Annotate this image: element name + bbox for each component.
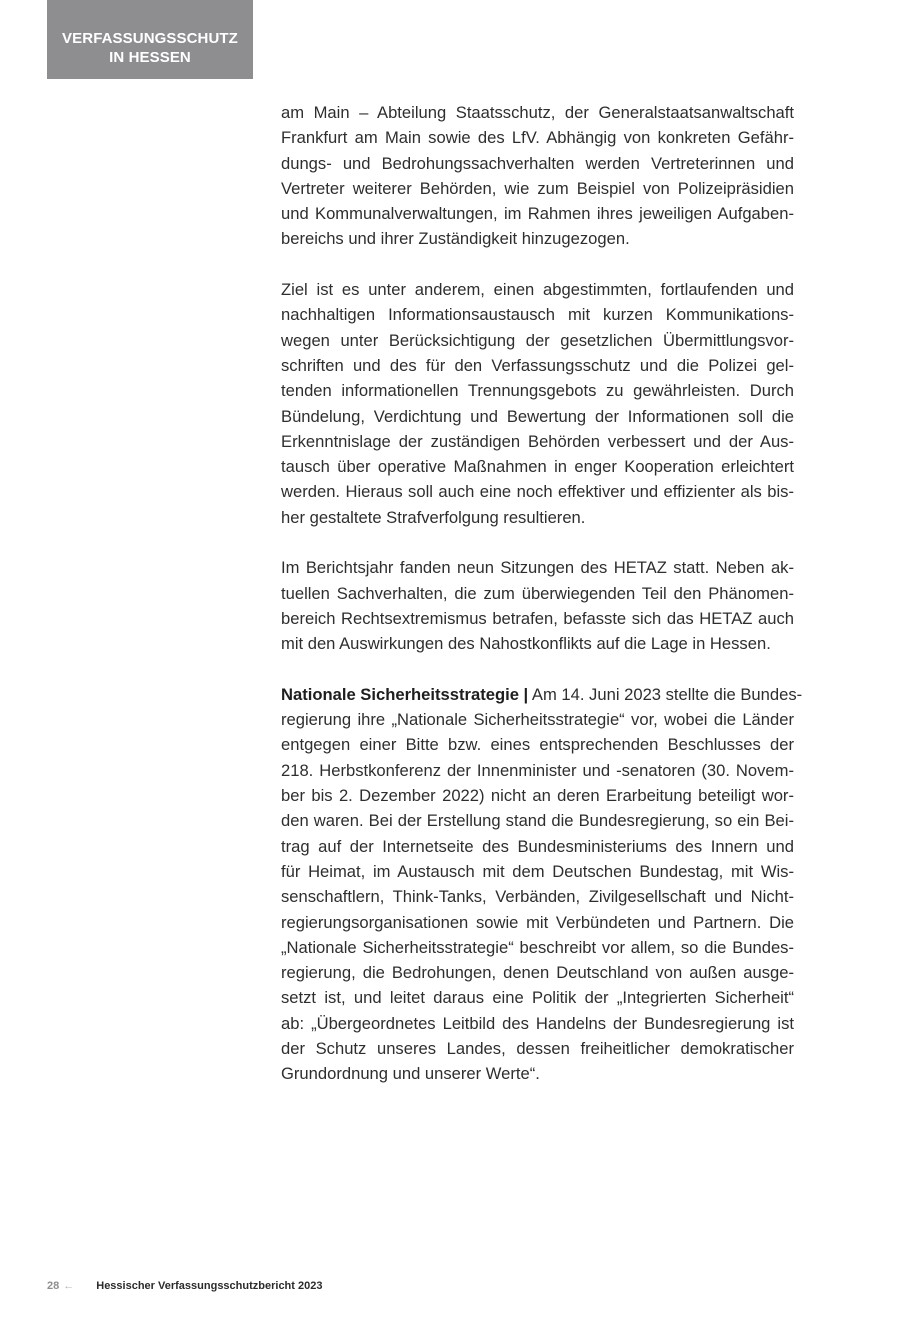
- text-line: regierung, die Bedrohungen, denen Deutschland von außen ausge-: [281, 963, 794, 983]
- text-line: den waren. Bei der Erstellung stand die Bundesregierung, so ein Bei-: [281, 811, 794, 831]
- text-line: Frankfurt am Main sowie des LfV. Abhängig von konkreten Gefähr-: [281, 128, 794, 148]
- text-line: Bündelung, Verdichtung und Bewertung der Informationen soll die: [281, 406, 794, 426]
- publication-title: Hessischer Verfassungsschutzbericht 2023: [96, 1280, 323, 1292]
- text-line: setzt ist, und leitet daraus eine Politik der „Integrierten Sicherheit“: [281, 988, 794, 1008]
- text-line: werden. Hieraus soll auch eine noch effektiver und effizienter als bis-: [281, 482, 794, 502]
- text-line: nachhaltigen Informationsaustausch mit kurzen Kommunikations-: [281, 305, 794, 325]
- text-line: 218. Herbstkonferenz der Innenminister und -senatoren (30. Novem-: [281, 760, 794, 780]
- text-line: bereichs und ihrer Zuständigkeit hinzugezogen.: [281, 229, 630, 249]
- text-line: Erkenntnislage der zuständigen Behörden verbessert und der Aus-: [281, 431, 794, 451]
- text-line: [281, 682, 803, 707]
- text-line: senschaftlern, Think-Tanks, Verbänden, Zivilgesellschaft und Nicht-: [281, 887, 794, 907]
- paragraph-3: [281, 555, 794, 656]
- section-tag-line-2: IN HESSEN: [109, 49, 191, 66]
- text-line: am Main – Abteilung Staatsschutz, der Generalstaatsanwaltschaft: [281, 103, 794, 122]
- text-line: ber bis 2. Dezember 2022) nicht an deren Erarbeitung beteiligt wor-: [281, 786, 794, 806]
- text-line: Im Berichtsjahr fanden neun Sitzungen des HETAZ statt. Neben ak-: [281, 558, 794, 578]
- text-line: Vertreter weiterer Behörden, wie zum Beispiel von Polizeipräsidien: [281, 178, 794, 198]
- text-line: her gestaltete Strafverfolgung resultieren.: [281, 507, 586, 527]
- text-line: dungs- und Bedrohungssachverhalten werden Vertreterinnen und: [281, 153, 794, 173]
- text-line: der Schutz unseres Landes, dessen freiheitlicher demokratischer: [281, 1038, 794, 1058]
- text-line: ab: „Übergeordnetes Leitbild des Handelns der Bundesregierung ist: [281, 1013, 794, 1033]
- text-line: „Nationale Sicherheitsstrategie“ beschreibt vor allem, so die Bundes-: [281, 937, 794, 957]
- main-text: [281, 100, 803, 1112]
- text-line: trag auf der Internetseite des Bundesministeriums des Innern und: [281, 836, 794, 856]
- section-tag: [47, 0, 253, 79]
- text-fragment: Am 14. Juni 2023 stellte die Bundes-: [528, 684, 803, 704]
- text-line: entgegen einer Bitte bzw. eines entsprechenden Beschlusses der: [281, 735, 794, 755]
- text-line: für Heimat, im Austausch mit dem Deutschen Bundestag, mit Wis-: [281, 861, 794, 881]
- text-line: regierung ihre „Nationale Sicherheitsstrategie“ vor, wobei die Länder: [281, 710, 794, 730]
- paragraph-heading: Nationale Sicherheitsstrategie |: [281, 684, 529, 704]
- paragraph-4: [281, 682, 803, 1087]
- text-line: tausch über operative Maßnahmen in enger Kooperation erleichtert: [281, 457, 794, 477]
- text-line: schriften und des für den Verfassungsschutz und die Polizei gel-: [281, 355, 794, 375]
- page-footer: [47, 1279, 322, 1293]
- section-tag-line-1: VERFASSUNGSSCHUTZ: [62, 30, 238, 47]
- text-line: tuellen Sachverhalten, die zum überwiegenden Teil den Phänomen-: [281, 583, 794, 603]
- paragraph-1: [281, 100, 794, 252]
- text-line: Ziel ist es unter anderem, einen abgestimmten, fortlaufenden und: [281, 280, 794, 300]
- text-line: und Kommunalverwaltungen, im Rahmen ihres jeweiligen Aufgaben-: [281, 204, 794, 224]
- text-line: wegen unter Berücksichtigung der gesetzlichen Übermittlungsvor-: [281, 330, 794, 350]
- text-line: regierungsorganisationen sowie mit Verbündeten und Partnern. Die: [281, 912, 794, 932]
- text-line: bereich Rechtsextremismus betrafen, befasste sich das HETAZ auch: [281, 608, 794, 628]
- text-line: Grundordnung und unserer Werte“.: [281, 1064, 540, 1084]
- text-line: tenden informationellen Trennungsgebots zu gewährleisten. Durch: [281, 381, 794, 401]
- page-number: 28: [47, 1280, 60, 1292]
- arrow-left-icon: ←: [63, 1280, 75, 1292]
- paragraph-2: [281, 277, 794, 530]
- text-line: mit den Auswirkungen des Nahostkonflikts auf die Lage in Hessen.: [281, 634, 771, 654]
